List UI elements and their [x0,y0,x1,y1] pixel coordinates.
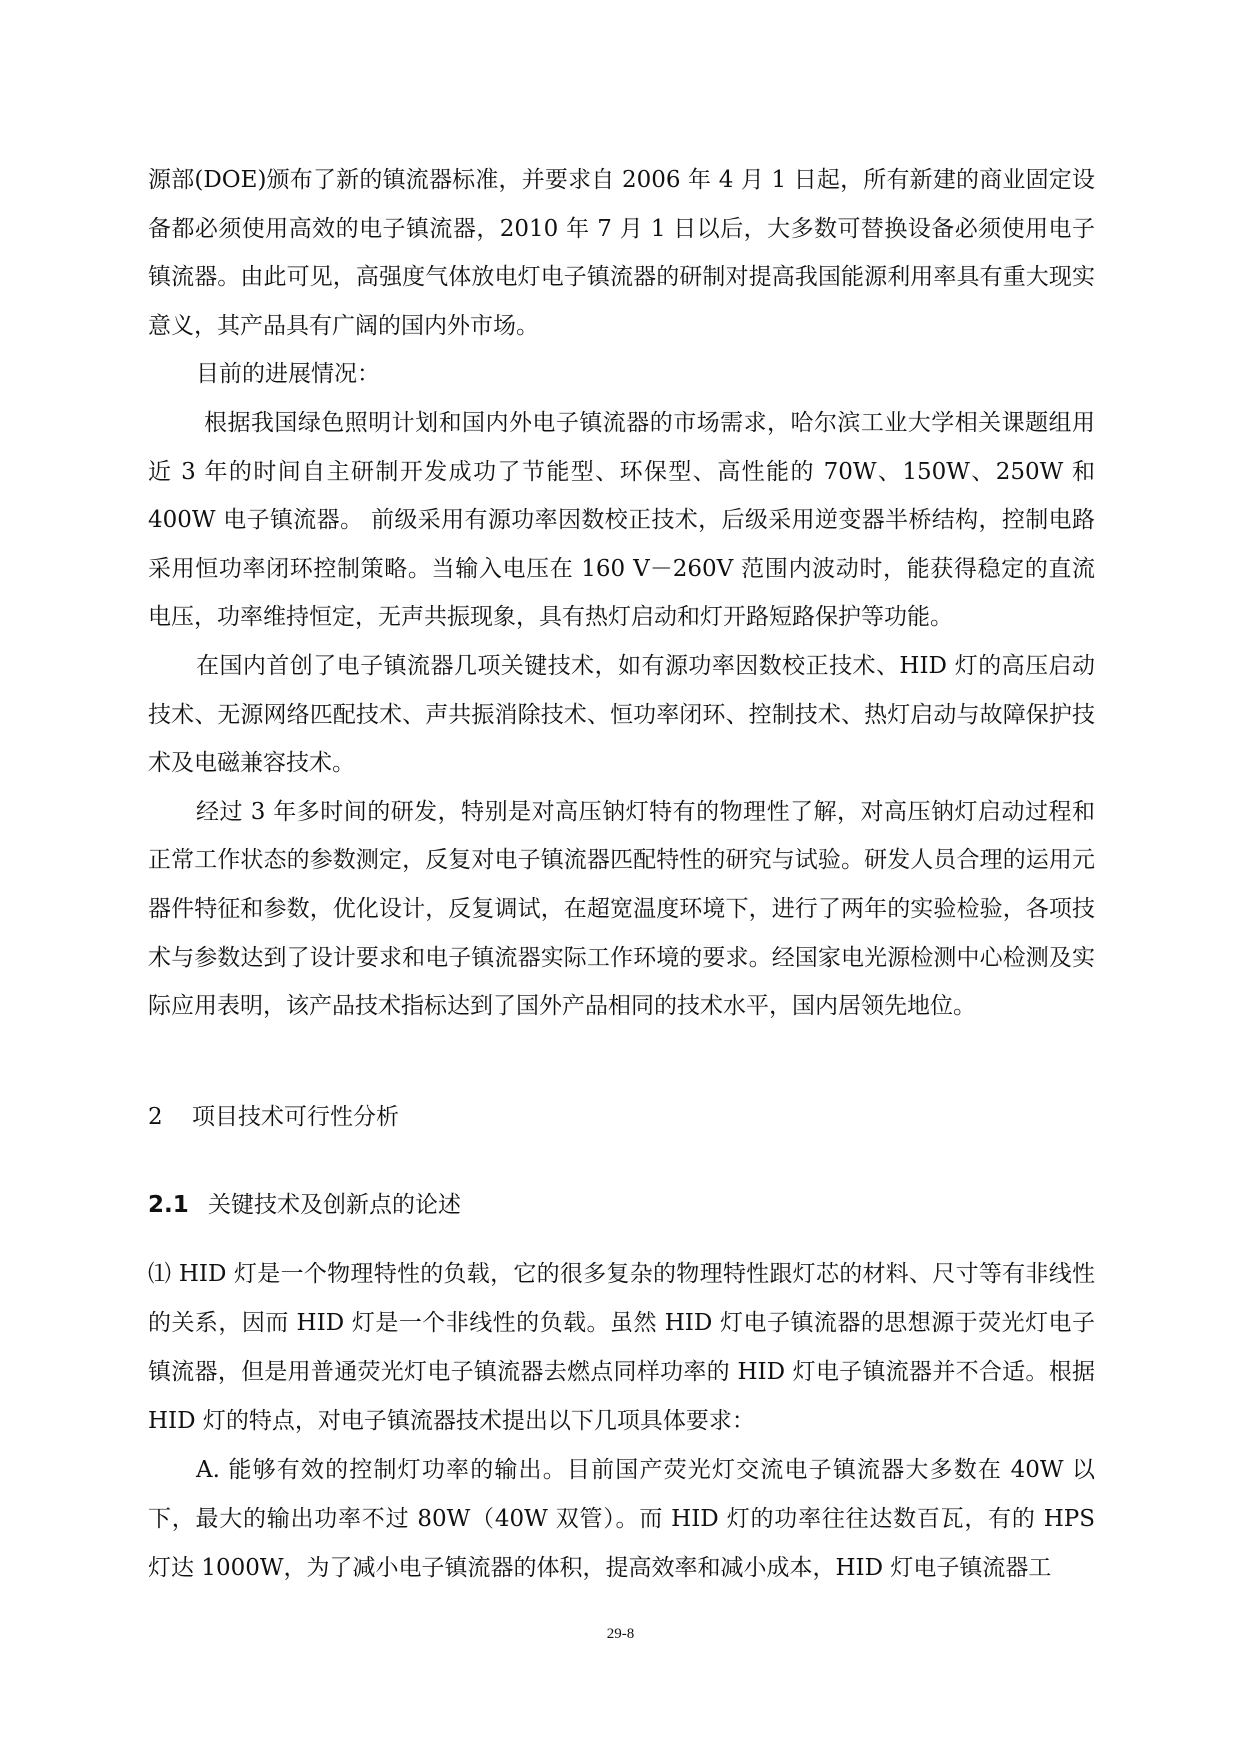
page-number: 29-8 [606,1626,635,1642]
paragraph-key-technologies: 在国内首创了电子镇流器几项关键技术，如有源功率因数校正技术、HID 灯的高压启动技术、无源网络匹配技术、声共振消除技术、恒功率闭环、控制技术、热灯启动与故障保护技术及电磁兼容技术。 [148,652,1095,777]
section-title: 项目技术可行性分析 [192,1104,399,1130]
section-heading-2-1 [148,1190,461,1220]
section-text [148,1250,1095,1593]
paragraph-research-results: 经过 3 年多时间的研发，特别是对高压钠灯特有的物理性了解，对高压钠灯启动过程和正常工作状态的参数测定，反复对电子镇流器匹配特性的研究与试验。研发人员合理的运用元器件特征和参数，优化设计，反复调试，在超宽温度环境下，进行了两年的实验检验，各项技术与参数达到了设计要求和电子镇流器实际工作环境的要求。经国家电光源检测中心检测及实际应用表明，该产品技术指标达到了国外产品相同的技术水平，国内居领先地位。 [148,798,1095,1020]
paragraph-development: 根据我国绿色照明计划和国内外电子镇流器的市场需求，哈尔滨工业大学相关课题组用近 3 年的时间自主研制开发成功了节能型、环保型、高性能的 70W、150W、250W 和 400W 电子镇流器。 前级采用有源功率因数校正技术，后级采用逆变器半桥结构，控制电路采用恒功率闭环控制策略。当输入电压在 160 V－260V 范围内波动时，能获得稳定的直流电压，功率维持恒定，无声共振现象，具有热灯启动和灯开路短路保护等功能。 [148,409,1095,631]
paragraph-requirement-a: A. 能够有效的控制灯功率的输出。目前国产荧光灯交流电子镇流器大多数在 40W 以下，最大的输出功率不过 80W（40W 双管）。而 HID 灯的功率往往达数百瓦，有的 HPS 灯达 1000W，为了减小电子镇流器的体积，提高效率和减小成本，HID 灯电子镇流器工 [148,1457,1095,1581]
subsection-number: 2.1 [148,1192,189,1218]
body-text [148,156,1095,1031]
subsection-title: 关键技术及创新点的论述 [208,1192,461,1218]
paragraph-hid-load: ⑴ HID 灯是一个物理特性的负载，它的很多复杂的物理特性跟灯芯的材料、尺寸等有非线性的关系，因而 HID 灯是一个非线性的负载。虽然 HID 灯电子镇流器的思想源于荧光灯电子镇流器，但是用普通荧光灯电子镇流器去燃点同样功率的 HID 灯电子镇流器并不合适。根据 HID 灯的特点，对电子镇流器技术提出以下几项具体要求： [148,1261,1095,1434]
paragraph-doe-standard: 源部(DOE)颁布了新的镇流器标准，并要求自 2006 年 4 月 1 日起，所有新建的商业固定设备都必须使用高效的电子镇流器，2010 年 7 月 1 日以后，大多数可替换设备必须使用电子镇流器。由此可见，高强度气体放电灯电子镇流器的研制对提高我国能源利用率具有重大现实意义，其产品具有广阔的国内外市场。 [148,167,1095,339]
section-number: 2 [148,1104,163,1130]
paragraph-progress-heading: 目前的进展情况： [196,361,380,388]
section-heading-2 [148,1102,399,1132]
